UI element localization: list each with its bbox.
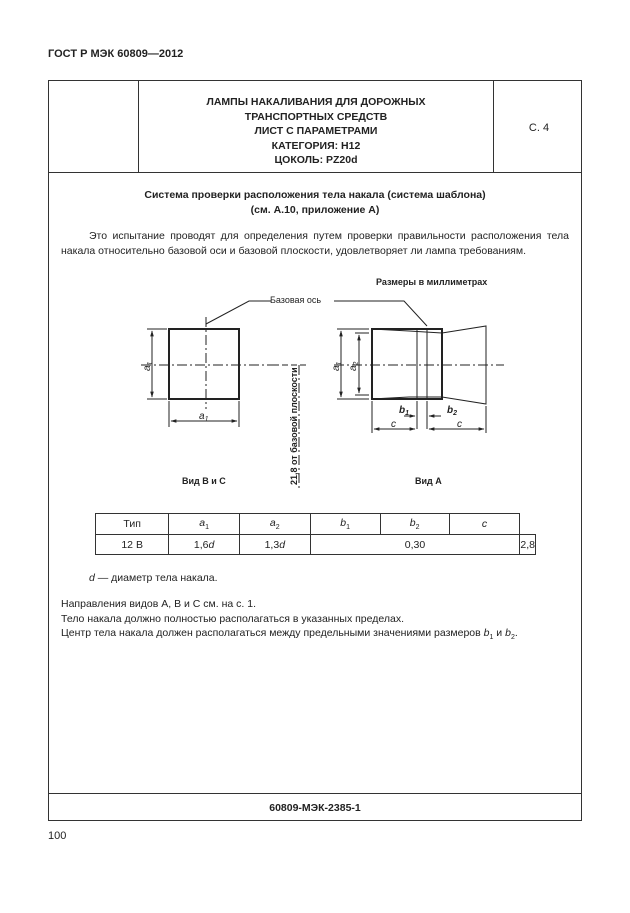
axis-leader-right — [334, 301, 427, 326]
table-header-row — [96, 514, 536, 535]
intro-paragraph: Это испытание проводят для определения путем проверки правильности расположения тела накала относительно базовой оси и базовой плоскости, удовлетворяет ли лампа требованиям. — [61, 230, 569, 257]
axis-label: Базовая ось — [270, 295, 322, 305]
header-c: c — [449, 514, 520, 535]
footer-code: 60809-МЭК-2385-1 — [269, 802, 361, 814]
view-bc-a1-label: $a_1$ — [142, 361, 154, 371]
header-b1: $b_1$ — [310, 514, 380, 535]
view-a-a2-label: $a_2$ — [348, 361, 360, 371]
section-title-line-2: (см. А.10, приложение А) — [250, 204, 380, 216]
d-definition-note: d — диаметр тела накала. — [89, 572, 218, 584]
note-line-2: Тело накала должно полностью располагаться в указанных пределах. — [61, 613, 404, 625]
parameter-table — [95, 513, 536, 555]
header-b2: $b_2$ — [380, 514, 449, 535]
view-a-square — [372, 329, 442, 399]
cell-a2: 1,3d — [239, 535, 310, 555]
cell-c: 2,8 — [520, 535, 536, 555]
document-header: ГОСТ Р МЭК 60809—2012 — [48, 48, 184, 60]
view-bc-caption: Вид B и C — [182, 476, 226, 486]
page-number: 100 — [48, 830, 67, 842]
cell-b: 0,30 — [310, 535, 520, 555]
axis-leader-left — [206, 301, 271, 324]
view-a-b1-label: $b_1$ — [399, 405, 410, 417]
view-bc-square — [169, 329, 239, 399]
title-line-4: КАТЕГОРИЯ: H12 — [271, 139, 361, 152]
header-type: Тип — [96, 514, 169, 535]
title-line-5: ЦОКОЛЬ: PZ20d — [274, 154, 358, 166]
page-frame — [48, 80, 582, 821]
footer-divider — [49, 793, 581, 794]
title-line-3: ЛИСТ С ПАРАМЕТРАМИ — [254, 125, 378, 137]
view-bc-a1-h-label: $a_1$ — [199, 411, 209, 423]
base-plane-label: 21,8 от базовой плоскости — [289, 367, 299, 485]
title-line-1: ЛАМПЫ НАКАЛИВАНИЯ ДЛЯ ДОРОЖНЫХ — [206, 96, 426, 108]
cell-a1: 1,6d — [169, 535, 240, 555]
view-a-caption: Вид A — [415, 476, 442, 486]
section-title-line-1: Система проверки расположения тела накала (система шаблона) — [144, 189, 486, 201]
note-line-3: Центр тела накала должен располагаться между предельными значениями размеров $b_1$ и $b_2$. — [61, 627, 518, 642]
note-line-1: Направления видов А, В и С см. на с. 1. — [61, 598, 257, 610]
view-a-a1-label: $a_1$ — [331, 361, 343, 371]
sheet-number: С. 4 — [528, 122, 550, 134]
view-a-b2-label: $b_2$ — [447, 405, 458, 417]
filament-gauge-drawing — [49, 81, 581, 501]
header-a1: $a_1$ — [169, 514, 240, 535]
view-a-c-right-label: c — [457, 419, 462, 430]
table-row — [96, 535, 536, 555]
view-a-c-left-label: c — [391, 419, 396, 430]
cell-type: 12 В — [96, 535, 169, 555]
header-a2: $a_2$ — [239, 514, 310, 535]
title-line-2: ТРАНСПОРТНЫХ СРЕДСТВ — [244, 110, 388, 123]
units-note: Размеры в миллиметрах — [376, 277, 488, 287]
